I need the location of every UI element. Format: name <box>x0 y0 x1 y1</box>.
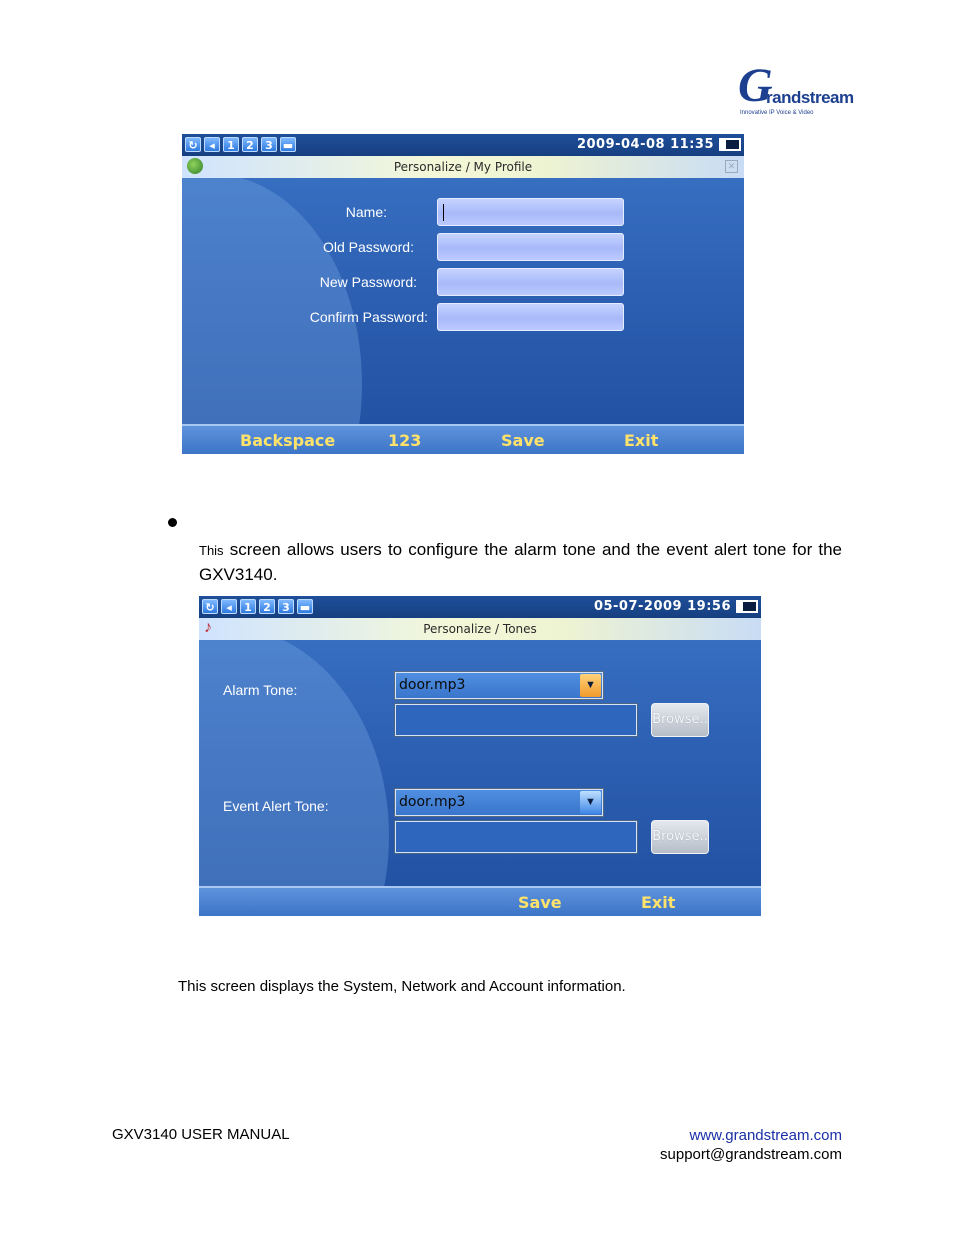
grandstream-logo <box>738 59 854 120</box>
folder-icon[interactable]: ▬ <box>280 137 296 152</box>
line-3-icon[interactable]: 3 <box>261 137 277 152</box>
refresh-icon[interactable]: ↻ <box>185 137 201 152</box>
line-2-icon[interactable]: 2 <box>242 137 258 152</box>
logo-initial: G <box>738 59 773 112</box>
alarm-tone-path-input[interactable] <box>395 704 637 736</box>
old-password-label: Old Password: <box>322 239 414 255</box>
alarm-tone-label: Alarm Tone: <box>223 682 298 698</box>
status-bar <box>182 134 744 156</box>
status-bar <box>199 596 761 618</box>
line-1-icon[interactable]: 1 <box>223 137 239 152</box>
tones-intro <box>199 538 842 587</box>
music-note-icon: ♪ <box>204 619 212 636</box>
title-bar <box>199 618 761 640</box>
footer-support-email[interactable]: support@grandstream.com <box>660 1146 842 1163</box>
event-alert-tone-path-input[interactable] <box>395 821 637 853</box>
status-datetime: 2009-04-08 11:35 <box>576 137 714 152</box>
close-icon[interactable]: ✕ <box>725 160 738 173</box>
line-1-icon[interactable]: 1 <box>240 599 256 614</box>
profile-screen <box>182 134 744 454</box>
background-swoosh <box>199 626 389 916</box>
old-password-input[interactable] <box>437 233 624 261</box>
battery-icon <box>719 138 741 151</box>
event-browse-button[interactable]: Browse.. <box>651 820 709 854</box>
event-alert-tone-label: Event Alert Tone: <box>223 798 329 814</box>
alarm-browse-button[interactable]: Browse.. <box>651 703 709 737</box>
screen-title: Personalize / My Profile <box>393 160 533 174</box>
confirm-password-input[interactable] <box>437 303 624 331</box>
line-2-icon[interactable]: 2 <box>259 599 275 614</box>
battery-icon <box>736 600 758 613</box>
exit-softkey[interactable]: Exit <box>641 893 676 912</box>
chevron-down-icon[interactable]: ▼ <box>580 674 601 697</box>
tones-intro-small: This <box>199 543 224 558</box>
footer-manual-title: GXV3140 USER MANUAL <box>112 1126 290 1143</box>
alarm-tone-value: door.mp3 <box>399 677 466 693</box>
text-caret <box>443 204 444 221</box>
status-datetime: 05-07-2009 19:56 <box>593 599 731 614</box>
new-password-label: New Password: <box>319 274 417 290</box>
logo-tagline: Innovative IP Voice & Video <box>740 110 814 116</box>
event-alert-tone-value: door.mp3 <box>399 794 466 810</box>
tones-intro-rest: screen allows users to configure the alarm tone and the event alert tone for the GXV3140. <box>199 540 842 584</box>
name-label: Name: <box>345 204 387 220</box>
save-softkey[interactable]: Save <box>518 893 562 912</box>
backspace-softkey[interactable]: Backspace <box>240 431 336 450</box>
event-alert-tone-select[interactable] <box>395 789 603 816</box>
title-bar <box>182 156 744 178</box>
numeric-softkey[interactable]: 123 <box>388 431 422 450</box>
refresh-icon[interactable]: ↻ <box>202 599 218 614</box>
softkey-bar <box>199 886 761 916</box>
speaker-icon[interactable]: ◂ <box>204 137 220 152</box>
tones-screen <box>199 596 761 916</box>
folder-icon[interactable]: ▬ <box>297 599 313 614</box>
footer-contact <box>660 1126 842 1164</box>
info-paragraph: This screen displays the System, Network and Account information. <box>178 978 626 995</box>
logo-word: randstream <box>766 88 854 107</box>
confirm-password-label: Confirm Password: <box>309 309 428 325</box>
new-password-input[interactable] <box>437 268 624 296</box>
softkey-bar <box>182 424 744 454</box>
save-softkey[interactable]: Save <box>501 431 545 450</box>
alarm-tone-select[interactable] <box>395 672 603 699</box>
footer-website-link[interactable]: www.grandstream.com <box>689 1127 842 1144</box>
bullet-point <box>168 518 177 527</box>
name-input[interactable] <box>437 198 624 226</box>
chevron-down-icon[interactable]: ▼ <box>580 791 601 814</box>
screen-title: Personalize / Tones <box>423 622 537 636</box>
speaker-icon[interactable]: ◂ <box>221 599 237 614</box>
line-3-icon[interactable]: 3 <box>278 599 294 614</box>
exit-softkey[interactable]: Exit <box>624 431 659 450</box>
